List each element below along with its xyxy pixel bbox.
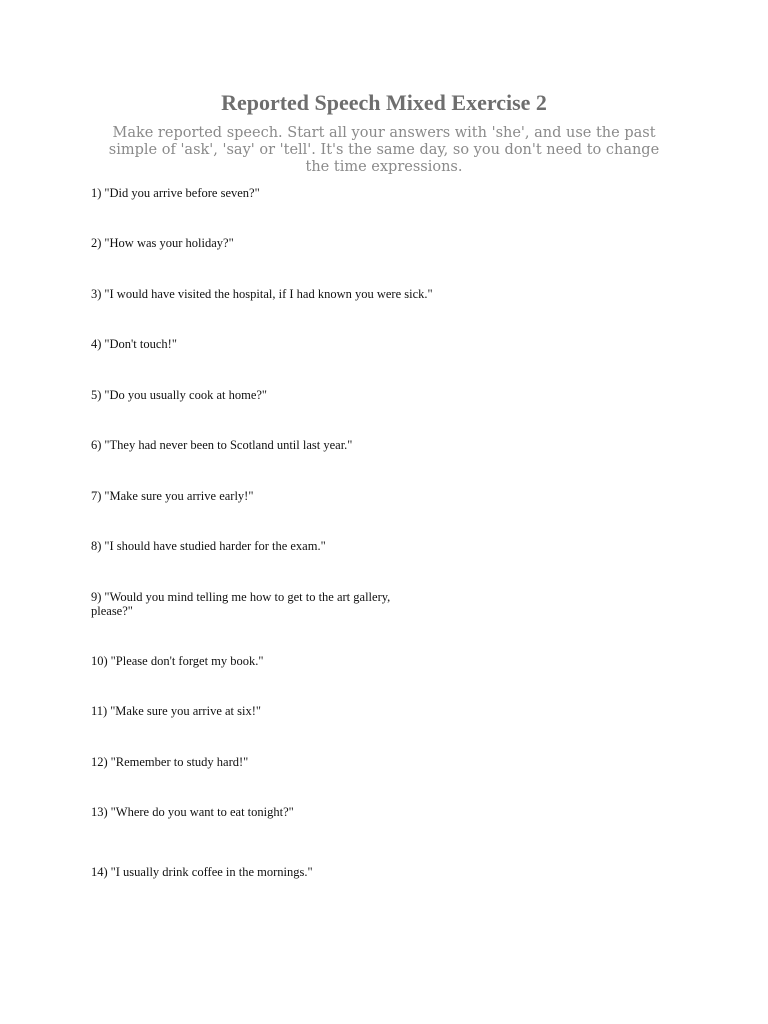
question-item bbox=[91, 388, 491, 402]
question-item bbox=[91, 590, 421, 618]
question-item bbox=[91, 186, 491, 200]
question-text: "Please don't forget my book." bbox=[110, 654, 264, 668]
question-item bbox=[91, 865, 491, 879]
question-number: 12) bbox=[91, 755, 108, 769]
question-number: 6) bbox=[91, 438, 102, 452]
question-text: "Where do you want to eat tonight?" bbox=[110, 805, 294, 819]
page-title: Reported Speech Mixed Exercise 2 bbox=[221, 90, 547, 115]
question-number: 5) bbox=[91, 388, 102, 402]
question-number: 13) bbox=[91, 805, 108, 819]
question-text: "I would have visited the hospital, if I had known you were sick." bbox=[104, 287, 433, 301]
question-item bbox=[91, 755, 491, 769]
question-item bbox=[91, 539, 491, 553]
question-item bbox=[91, 287, 491, 301]
question-text: "They had never been to Scotland until last year." bbox=[104, 438, 353, 452]
question-text: "Don't touch!" bbox=[104, 337, 177, 351]
question-item bbox=[91, 489, 491, 503]
question-text: "Would you mind telling me how to get to the art gallery, please?" bbox=[91, 590, 391, 618]
question-item bbox=[91, 236, 491, 250]
question-item bbox=[91, 654, 491, 668]
question-item bbox=[91, 438, 491, 452]
question-text: "I should have studied harder for the exam." bbox=[104, 539, 326, 553]
question-number: 11) bbox=[91, 704, 108, 718]
question-text: "Did you arrive before seven?" bbox=[104, 186, 260, 200]
question-number: 1) bbox=[91, 186, 102, 200]
question-text: "How was your holiday?" bbox=[104, 236, 234, 250]
question-number: 14) bbox=[91, 865, 108, 879]
question-number: 8) bbox=[91, 539, 102, 553]
question-text: "I usually drink coffee in the mornings." bbox=[110, 865, 313, 879]
question-text: "Remember to study hard!" bbox=[110, 755, 249, 769]
question-number: 10) bbox=[91, 654, 108, 668]
question-number: 7) bbox=[91, 489, 102, 503]
question-number: 4) bbox=[91, 337, 102, 351]
question-item bbox=[91, 337, 491, 351]
instructions: Make reported speech. Start all your answers with 'she', and use the past simple of 'ask', 'say' or 'tell'. It's the same day, so you don't need to change the time expressions. bbox=[108, 125, 660, 175]
question-text: "Make sure you arrive at six!" bbox=[110, 704, 261, 718]
question-item bbox=[91, 704, 491, 718]
question-text: "Do you usually cook at home?" bbox=[104, 388, 268, 402]
question-number: 3) bbox=[91, 287, 102, 301]
question-text: "Make sure you arrive early!" bbox=[104, 489, 254, 503]
question-number: 2) bbox=[91, 236, 102, 250]
question-item bbox=[91, 805, 491, 819]
question-number: 9) bbox=[91, 590, 102, 604]
